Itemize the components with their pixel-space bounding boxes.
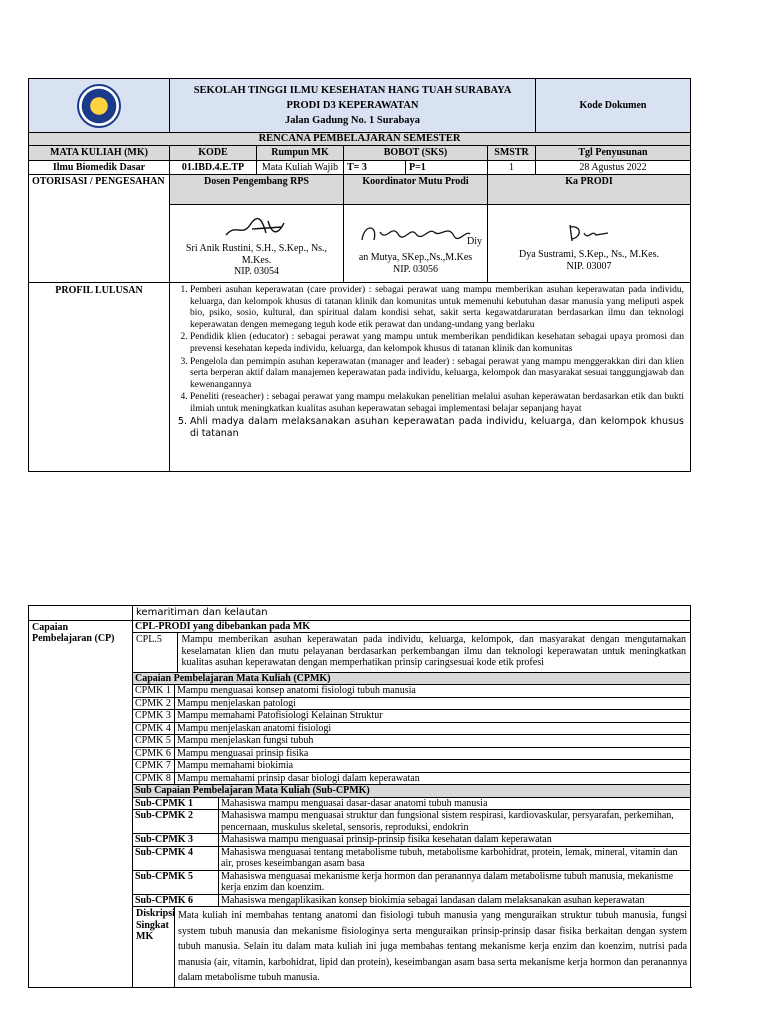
- institution-logo-icon: [77, 84, 121, 128]
- kaprodi-nip: NIP. 03007: [566, 260, 612, 272]
- logo-cell: [29, 79, 170, 133]
- doc-title: RENCANA PEMBELAJARAN SEMESTER: [29, 133, 691, 146]
- koordinator-label: Koordinator Mutu Prodi: [344, 175, 488, 205]
- rps-page-1: [0, 0, 768, 490]
- rps-content-table: [28, 605, 691, 988]
- cpmk-code: CPMK 6: [133, 747, 175, 760]
- dosen-signature-block: [170, 205, 344, 283]
- sub-cpmk-header: Sub Capaian Pembelajaran Mata Kuliah (Sub-CPMK): [133, 785, 691, 798]
- course-bobot-p: P=1: [406, 160, 488, 175]
- cpl-header: CPL-PRODI yang dibebankan pada MK: [133, 620, 691, 633]
- sub-cpmk-text: Mahasiswa mampu menguasai prinsip-prinsip fisika kesehatan dalam keperawatan: [219, 834, 691, 847]
- course-name: Ilmu Biomedik Dasar: [29, 160, 170, 175]
- prodi-name: PRODI D3 KEPERAWATAN: [286, 99, 419, 111]
- sub-cpmk-code: Sub-CPMK 4: [133, 846, 219, 870]
- page-gap: [0, 490, 768, 610]
- col-tgl: Tgl Penyusunan: [536, 146, 691, 161]
- cpmk-code: CPMK 3: [133, 710, 175, 723]
- col-smstr: SMSTR: [488, 146, 536, 161]
- col-mk: MATA KULIAH (MK): [29, 146, 170, 161]
- cpmk-code: CPMK 7: [133, 760, 175, 773]
- cpl-row: [133, 633, 691, 673]
- cpmk-code: CPMK 4: [133, 722, 175, 735]
- deskripsi-text-2: Selain itu dalam mata kuliah ini juga membahas tentang mekanisme kerja enzim dan koenzim, nutrisi pada manusia (air, vitamin, karbohidrat, lipid dan protein), keseimbangan asam basa serta mekanisme kerja hormon dan peranannya dalam metabolisme tubuh manusia.: [178, 941, 688, 983]
- koordinator-name: an Mutya, SKep.,Ns.,M.Kes: [358, 252, 473, 264]
- cpmk-text: Mampu menjelaskan fungsi tubuh: [175, 735, 691, 748]
- otorisasi-label: OTORISASI / PENGESAHAN: [29, 175, 170, 283]
- kaprodi-name: Dya Sustrami, S.Kep., Ns., M.Kes.: [519, 249, 659, 261]
- course-semester: 1: [488, 160, 536, 175]
- sub-cpmk-text: Mahasiswa mengaplikasikan konsep biokimia sebagai landasan dalam melaksanakan asuhan keperawatan: [219, 894, 691, 907]
- cpmk-text: Mampu memahami biokimia: [175, 760, 691, 773]
- list-item: 5. Ahli madya dalam melaksanakan asuhan keperawatan pada individu, keluarga, dan kelompok khusus di tatanan: [190, 416, 684, 439]
- institution-header: [170, 79, 536, 133]
- cp-label: Capaian Pembelajaran (CP): [29, 620, 133, 987]
- profil-label: PROFIL LULUSAN: [29, 283, 170, 472]
- institution-name: SEKOLAH TINGGI ILMU KESEHATAN HANG TUAH SURABAYA: [193, 84, 512, 96]
- empty-cell: [29, 606, 133, 621]
- profil-list: [174, 285, 684, 440]
- col-rumpun: Rumpun MK: [257, 146, 344, 161]
- dosen-signature-icon: [222, 215, 292, 241]
- list-item: 2. Pendidik klien (educator) : sebagai perawat yang mampu untuk memberikan pendidikan kesehatan sebagai upaya promosi dan prevensi kesehatan kepeda individu, keluarga, dan kelompok khusus di tatanan klinik dan komunitas: [190, 332, 684, 355]
- cpmk-text: Mampu menguasai konsep anatomi fisiologi tubuh manusia: [175, 685, 691, 698]
- sub-cpmk-code: Sub-CPMK 2: [133, 810, 219, 834]
- course-code: 01.IBD.4.E.TP: [170, 160, 257, 175]
- cpmk-text: Mampu memahami prinsip dasar biologi dalam keperawatan: [175, 772, 691, 785]
- list-item: 4. Peneliti (reseacher) : sebagai perawat yang mampu melakukan penelitian melalui asuhan keperawatan berdasarkan etik dan bukti ilmiah untuk meningkatkan kualitas asuhan keperawatan sebagai implementasi belajar sepanjang hayat: [190, 392, 684, 415]
- koordinator-signature-extra: Diy: [467, 236, 482, 248]
- sub-cpmk-code: Sub-CPMK 5: [133, 870, 219, 894]
- cpmk-text: Mampu menjelaskan patologi: [175, 697, 691, 710]
- profil-continuation: kemaritiman dan kelautan: [133, 606, 691, 621]
- list-item: 1. Pemberi asuhan keperawatan (care provider) : sebagai perawat uang mampu memberikan asuhan keperawatan pada individu, keluarga, dan kelompok khusus di tatanan klinik dan komunitas untuk memenuhi kebutuhan dasar manusia yang meliputi aspek bio, psiko, sosio, kultural, dan spiritual dalam kondisi sehat, sakit serta kegawatdaruratan berdasarkan ilmu dan teknologi keperawatan dengen memegang teguh kode etik perawat dan undang-undang yang berlaku: [190, 285, 684, 331]
- cpl-table: [133, 633, 690, 672]
- dosen-nip: NIP. 03054: [233, 266, 279, 278]
- sub-cpmk-text: Mahasiswa mampu menguasai struktur dan fungsional sistem respirasi, kardiovaskular, persyarafan, perkemihan, pencernaan, muskulus skeletal, sensoris, reproduksi, endokrin: [219, 810, 691, 834]
- course-date: 28 Agustus 2022: [536, 160, 691, 175]
- sub-cpmk-code: Sub-CPMK 6: [133, 894, 219, 907]
- rps-page-2: [0, 605, 768, 1024]
- cpmk-text: Mampu menguasai prinsip fisika: [175, 747, 691, 760]
- deskripsi-text-1: Mata kuliah ini membahas tentang anatomi dan fisiologi tubuh manusia yang menguraikan struktur tubuh manusia, fungsi system tubuh manusia dan mekanisme fisiologinya serta menguraikan prinsip-prinsip dasar fisika berkaitan dengan system tubuh manusia.: [178, 910, 688, 952]
- deskripsi-content: [175, 907, 691, 988]
- kaprodi-signature-block: [488, 205, 691, 283]
- col-kode: KODE: [170, 146, 257, 161]
- cpl-text: Mampu memberikan asuhan keperawatan pada individu, keluarga, kelompok, dan masyarakat dengan mengutamakan keselamatan klien dan mutu pelayanan berdasarkan perkembangan ilmu dan teknologi keperawatan untuk meningkatkan kualitas asuhan keperawatan dengan memperhatikan prinsip caringsesuai kode etik profesi: [177, 633, 690, 672]
- cpmk-code: CPMK 1: [133, 685, 175, 698]
- cpmk-text: Mampu menjelaskan anatomi fisiologi: [175, 722, 691, 735]
- sub-cpmk-code: Sub-CPMK 3: [133, 834, 219, 847]
- koordinator-nip: NIP. 03056: [392, 263, 438, 275]
- rps-header-table: [28, 78, 691, 472]
- sub-cpmk-code: Sub-CPMK 1: [133, 797, 219, 810]
- doc-code-label: Kode Dokumen: [536, 79, 691, 133]
- list-item: 3. Pengelola dan pemimpin asuhan keperawatan (manager and leader) : sebagai perawat yang mampu menggerakkan diri dan klien serta berperan aktif dalam manajemen keperawatan pada individu, keluarga, kelompok dan masyarakat sesuai tanggungjawab dan kewenangannya: [190, 357, 684, 392]
- sub-cpmk-text: Mahasiswa menguasai mekanisme kerja hormon dan peranannya dalam metabolisme tubuh manusia, mekanisme kerja enzim dan koenzim.: [219, 870, 691, 894]
- sub-cpmk-text: Mahasiswa mampu menguasai dasar-dasar anatomi tubuh manusia: [219, 797, 691, 810]
- address: Jalan Gadung No. 1 Surabaya: [284, 115, 421, 127]
- koordinator-signature-block: [344, 205, 488, 283]
- cpmk-text: Mampu memahami Patofisiologi Kelainan Struktur: [175, 710, 691, 723]
- kaprodi-label: Ka PRODI: [488, 175, 691, 205]
- col-bobot: BOBOT (SKS): [344, 146, 488, 161]
- koordinator-signature-icon: [356, 218, 476, 250]
- dosen-label: Dosen Pengembang RPS: [170, 175, 344, 205]
- deskripsi-label: Diskripsi Singkat MK: [133, 907, 175, 988]
- cpmk-code: CPMK 8: [133, 772, 175, 785]
- cpmk-header: Capaian Pembelajaran Mata Kuliah (CPMK): [133, 672, 691, 685]
- course-rumpun: Mata Kuliah Wajib: [257, 160, 344, 175]
- cpmk-code: CPMK 2: [133, 697, 175, 710]
- dosen-name: Sri Anik Rustini, S.H., S.Kep., Ns., M.Kes.: [185, 243, 328, 266]
- sub-cpmk-text: Mahasiswa menguasai tentang metabolisme tubuh, metabolisme karbohidrat, protein, lemak, mineral, vitamin dan air, proses keseimbangan asam basa: [219, 846, 691, 870]
- profil-content: [170, 283, 691, 472]
- kaprodi-signature-icon: [564, 221, 614, 247]
- course-bobot-t: T= 3: [344, 160, 406, 175]
- cpmk-code: CPMK 5: [133, 735, 175, 748]
- cpl-code: CPL.5: [133, 633, 177, 672]
